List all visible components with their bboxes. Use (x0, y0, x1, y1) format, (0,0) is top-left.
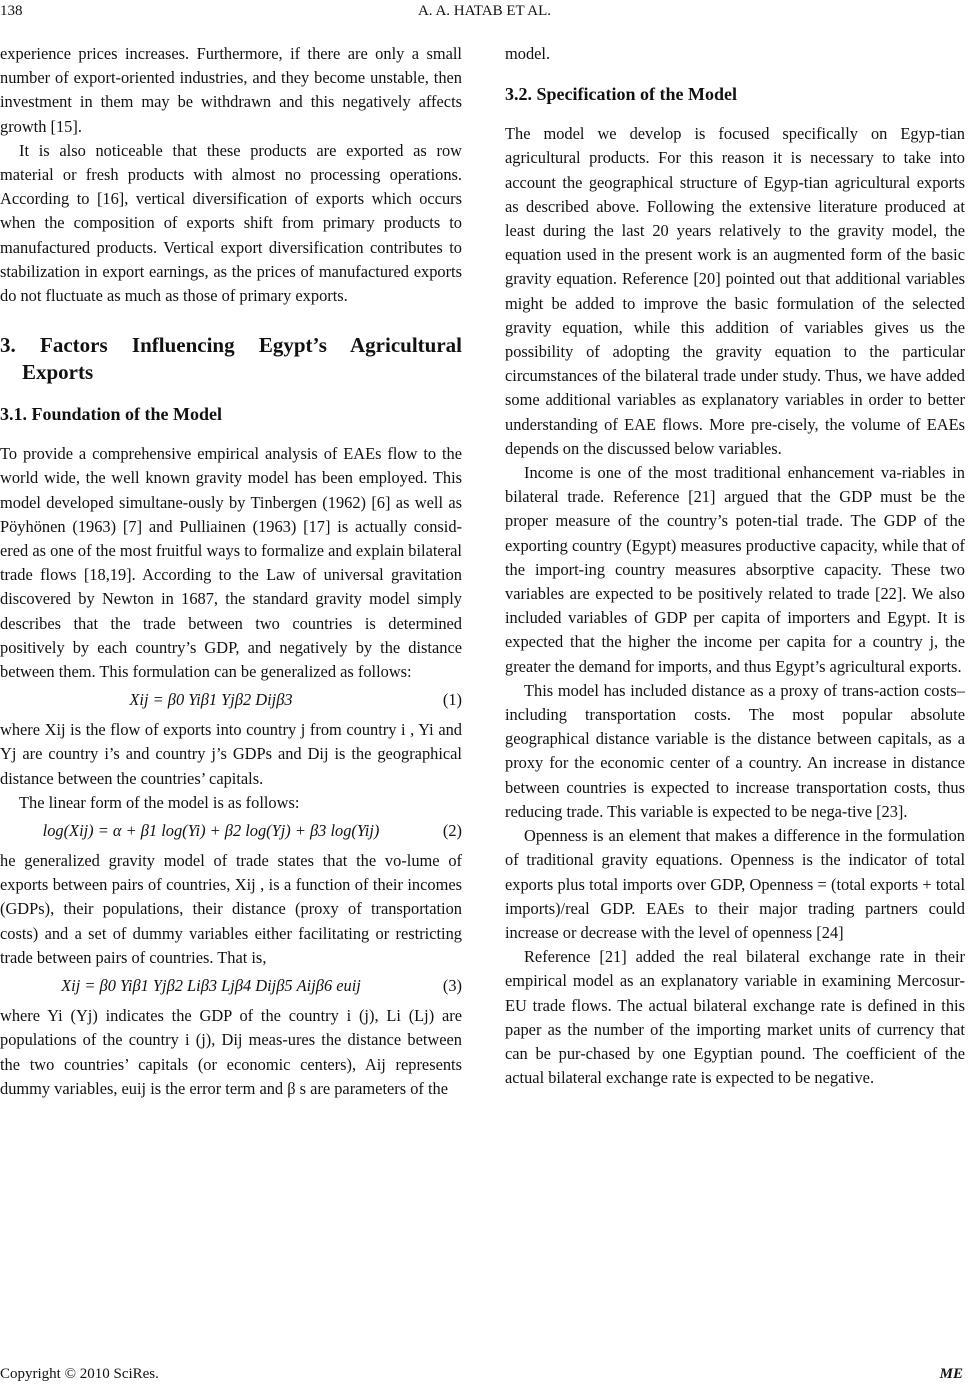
paragraph: where Xij is the flow of exports into country j from country i , Yi and Yj are country i’s and country j’s GDPs and Dij is the geographical distance between the countries’ capitals. (0, 720, 462, 788)
paragraph: To provide a comprehensive empirical analysis of EAEs flow to the world wide, the well known gravity model has been employed. This model developed simultane-ously by Tinbergen (1962) [6] as well as Pöyhönen (1963) [7] and Pulliainen (1963) [17] is actually consid-ered as one of the most fruitful ways to formalize and explain bilateral trade flows [18,19]. According to the Law of universal gravitation discovered by Newton in 1687, the standard gravity model simply describes that the trade between two countries is determined positively by each country’s GDP, and negatively by the distance between them. This formulation can be generalized as follows: (0, 444, 462, 682)
equation-number: (3) (442, 976, 462, 996)
equation-2 (0, 815, 462, 849)
equation-1 (0, 684, 462, 718)
subsection-heading: 3.2. Specification of the Model (505, 84, 737, 105)
journal-abbreviation: ME (939, 1366, 963, 1382)
paragraph: This model has included distance as a proxy of trans-action costs–including transportation costs. The most popular absolute geographical distance variable is the distance between capitals, as a proxy for the economic center of a country. An increase in distance between countries is expected to increase transportation costs, thus reducing trade. This variable is expected to be nega-tive [23]. (505, 680, 965, 821)
running-title: A. A. HATAB ET AL. (417, 3, 552, 19)
copyright-notice: Copyright © 2010 SciRes. (0, 1366, 159, 1382)
subsection-heading: 3.1. Foundation of the Model (0, 404, 223, 425)
equation-expression: Xij = β0 Yiβ1 Yjβ2 Dijβ3 (129, 690, 293, 710)
paragraph: model. (505, 44, 551, 63)
paragraph: The linear form of the model is as follows: (19, 792, 300, 812)
equation-3 (0, 970, 462, 1004)
section-heading: 3. Factors Influencing Egypt’s Agricultural Exports (0, 333, 462, 385)
left-column (0, 42, 462, 1101)
equation-number: (2) (442, 821, 462, 841)
equation-expression: Xij = β0 Yiβ1 Yjβ2 Liβ3 Ljβ4 Dijβ5 Aijβ6 euij (61, 976, 361, 996)
page-header (0, 0, 969, 24)
equation-number: (1) (442, 690, 462, 710)
paragraph: Income is one of the most traditional enhancement va-riables in bilateral trade. Reference [21] argued that the GDP must be the proper measure of the country’s poten-tial trade. The GDP of the exporting country (Egypt) measures productive capacity, while that of the import-ing country measures absorptive capacity. These two variables are expected to be positively related to trade [22]. We also included variables of GDP per capita of importers and Egypt. It is expected that the higher the income per capita for a country j, the greater the demand for imports, and thus Egypt’s agricultural exports. (505, 463, 965, 676)
paragraph: Openness is an element that makes a difference in the formulation of traditional gravity equations. Openness is the indicator of total exports plus total imports over GDP, Openness = (total exports + total imports)/real GDP. EAEs to their major trading partners could increase or decrease with the level of openness [24] (505, 826, 965, 942)
paragraph: The model we develop is focused specifically on Egyp-tian agricultural products. For this reason it is necessary to take into account the geographical structure of Egyp-tian agricultural exports as described above. Following the extensive literature produced at least during the last 20 years relatively to the gravity model, the equation used in the present work is an augmented form of the basic gravity equation. Reference [20] pointed out that additional variables might be added to improve the basic formulation of the selected gravity equation, while this addition of variables gives us the possibility of adopting the gravity equation to the particular circumstances of the bilateral trade under study. Thus, we have added some additional variables as explanatory variables in order to better understanding of EAE flows. More pre-cisely, the volume of EAEs depends on the discussed below variables. (505, 124, 965, 458)
right-column (505, 42, 965, 1090)
paragraph: It is also noticeable that these products are exported as row material or fresh products with almost no processing operations. According to [16], vertical diversification of exports which occurs when the composition of exports shift from primary products to manufactured products. Vertical export diversification contributes to stabilization in export earnings, as the prices of manufactured exports do not fluctuate as much as those of primary exports. (0, 140, 462, 306)
paragraph: experience prices increases. Furthermore, if there are only a small number of export-oriented industries, and they become unstable, then investment in them may be withdrawn and this negatively affects growth [15]. (0, 44, 462, 136)
paragraph: Reference [21] added the real bilateral exchange rate in their empirical model as an explanatory variable in examining Mercosur-EU trade flows. The actual bilateral exchange rate is defined in this paper as the number of the importing market units of currency that can be pur-chased by one Egyptian pound. The coefficient of the actual bilateral exchange rate is expected to be negative. (505, 947, 965, 1088)
paragraph: he generalized gravity model of trade states that the vo-lume of exports between pairs of countries, Xij , is a function of their incomes (GDPs), their populations, their distance (proxy of transportation costs) and a set of dummy variables either facilitating or restricting trade between pairs of countries. That is, (0, 851, 462, 967)
page-number: 138 (0, 3, 23, 19)
equation-expression: log(Xij) = α + β1 log(Yi) + β2 log(Yj) + β3 log(Yij) (42, 821, 380, 841)
paragraph: where Yi (Yj) indicates the GDP of the country i (j), Li (Lj) are populations of the country i (j), Dij meas-ures the distance between the two countries’ capitals (or economic centers), Aij represents dummy variables, euij is the error term and β s are parameters of the (0, 1006, 462, 1098)
